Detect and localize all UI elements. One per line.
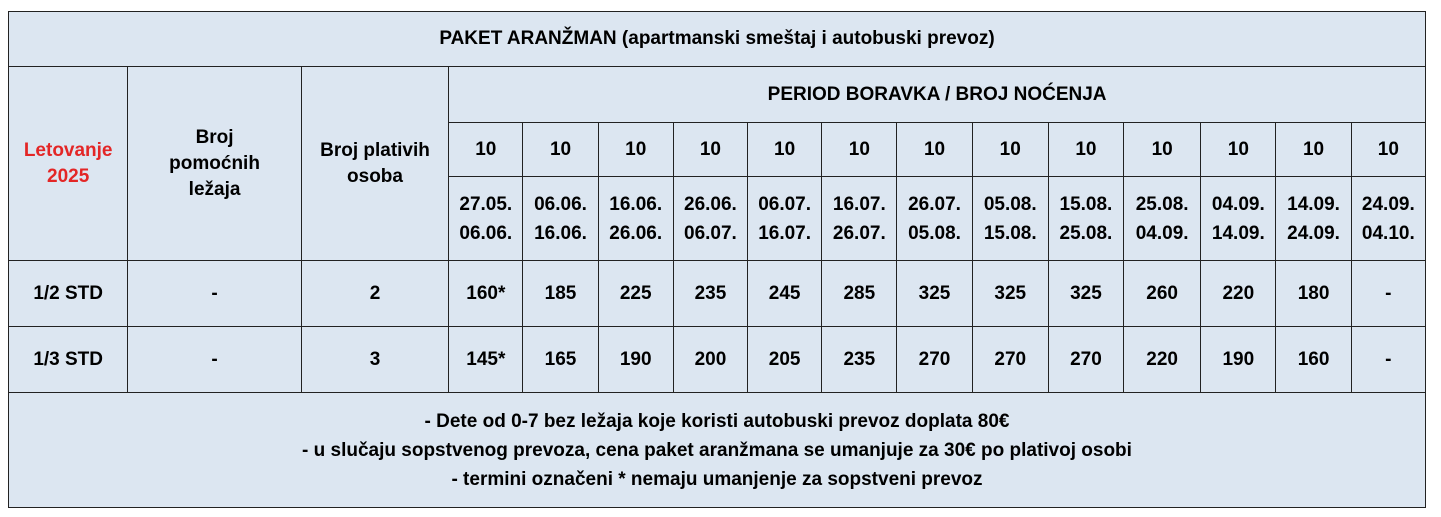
- price-cell: 145*: [449, 327, 523, 393]
- date-range-cell: [1201, 177, 1276, 261]
- season-label: [9, 67, 128, 261]
- price-cell: 235: [673, 261, 747, 327]
- price-cell: 190: [1201, 327, 1276, 393]
- date-from: 15.08.: [1059, 193, 1113, 215]
- date-range-cell: [449, 177, 523, 261]
- date-to: 15.08.: [983, 222, 1037, 244]
- nights-cell: 10: [897, 123, 972, 177]
- date-from: 27.05.: [459, 193, 513, 215]
- price-cell: 165: [523, 327, 598, 393]
- room-type-cell: 1/3 STD: [9, 327, 128, 393]
- extra-beds-cell: -: [128, 327, 301, 393]
- date-from: 14.09.: [1287, 193, 1340, 215]
- date-range-cell: [822, 177, 897, 261]
- table-row: [9, 327, 1426, 393]
- price-cell: 325: [897, 261, 972, 327]
- date-range-cell: [748, 177, 822, 261]
- date-range-cell: [598, 177, 673, 261]
- nights-cell: 10: [1048, 123, 1123, 177]
- date-range-cell: [897, 177, 972, 261]
- nights-cell: 10: [673, 123, 747, 177]
- date-to: 06.06.: [459, 222, 513, 244]
- date-range-cell: [972, 177, 1048, 261]
- nights-cell: 10: [1201, 123, 1276, 177]
- date-range-cell: [1124, 177, 1201, 261]
- price-cell: 270: [897, 327, 972, 393]
- nights-cell: 10: [1276, 123, 1351, 177]
- nights-cell: 10: [822, 123, 897, 177]
- nights-cell: 10: [972, 123, 1048, 177]
- price-cell: 285: [822, 261, 897, 327]
- date-from: 25.08.: [1135, 193, 1189, 215]
- nights-cell: 10: [748, 123, 822, 177]
- date-to: 16.07.: [758, 222, 812, 244]
- date-to: 04.10.: [1361, 222, 1415, 244]
- price-cell: 235: [822, 327, 897, 393]
- date-from: 06.06.: [534, 193, 587, 215]
- date-from: 24.09.: [1361, 193, 1415, 215]
- date-to: 26.07.: [832, 222, 886, 244]
- date-from: 16.06.: [609, 193, 663, 215]
- date-from: 05.08.: [983, 193, 1037, 215]
- price-cell: 325: [972, 261, 1048, 327]
- table-title: PAKET ARANŽMAN (apartmanski smeštaj i autobuski prevoz): [9, 12, 1426, 67]
- date-to: 06.07.: [684, 222, 737, 244]
- date-range-cell: [1276, 177, 1351, 261]
- date-to: 16.06.: [534, 222, 587, 244]
- price-cell: 325: [1048, 261, 1123, 327]
- room-type-cell: 1/2 STD: [9, 261, 128, 327]
- season-label-line1: Letovanje: [23, 139, 113, 161]
- date-range-cell: [1048, 177, 1123, 261]
- table-row: [9, 261, 1426, 327]
- date-from: 04.09.: [1211, 193, 1265, 215]
- extra-beds-header: Broj pomoćnih ležaja: [128, 67, 301, 261]
- date-to: 26.06.: [609, 222, 663, 244]
- notes-row: [9, 393, 1426, 508]
- price-cell: 245: [748, 261, 822, 327]
- date-to: 25.08.: [1059, 222, 1113, 244]
- price-cell: 225: [598, 261, 673, 327]
- date-from: 06.07.: [758, 193, 812, 215]
- note-line: - termini označeni * nemaju umanjenje za sopstveni prevoz: [451, 468, 983, 490]
- price-cell: 180: [1276, 261, 1351, 327]
- period-header-row: [9, 67, 1426, 123]
- nights-cell: 10: [449, 123, 523, 177]
- date-range-cell: [523, 177, 598, 261]
- notes-cell: [9, 393, 1426, 508]
- date-to: 14.09.: [1211, 222, 1265, 244]
- price-cell: 190: [598, 327, 673, 393]
- season-label-line2: 2025: [47, 165, 90, 187]
- date-range-cell: [673, 177, 747, 261]
- date-range-cell: [1351, 177, 1425, 261]
- price-cell: 260: [1124, 261, 1201, 327]
- price-table: [8, 11, 1426, 508]
- date-from: 16.07.: [832, 193, 886, 215]
- price-cell: 205: [748, 327, 822, 393]
- paying-persons-header: Broj plativih osoba: [301, 67, 448, 261]
- price-cell: -: [1351, 327, 1425, 393]
- price-cell: 270: [1048, 327, 1123, 393]
- paying-persons-cell: 2: [301, 261, 448, 327]
- date-to: 04.09.: [1135, 222, 1189, 244]
- date-to: 05.08.: [908, 222, 961, 244]
- price-cell: -: [1351, 261, 1425, 327]
- price-cell: 185: [523, 261, 598, 327]
- period-header: PERIOD BORAVKA / BROJ NOĆENJA: [449, 67, 1426, 123]
- title-row: [9, 12, 1426, 67]
- nights-cell: 10: [1124, 123, 1201, 177]
- price-cell: 160*: [449, 261, 523, 327]
- note-line: - u slučaju sopstvenog prevoza, cena paket aranžmana se umanjuje za 30€ po plativoj osobi: [302, 439, 1132, 461]
- nights-cell: 10: [598, 123, 673, 177]
- paying-persons-cell: 3: [301, 327, 448, 393]
- note-line: - Dete od 0-7 bez ležaja koje koristi autobuski prevoz doplata 80€: [424, 410, 1010, 432]
- nights-cell: 10: [1351, 123, 1425, 177]
- price-cell: 220: [1124, 327, 1201, 393]
- price-cell: 270: [972, 327, 1048, 393]
- date-from: 26.07.: [908, 193, 961, 215]
- price-cell: 220: [1201, 261, 1276, 327]
- price-cell: 200: [673, 327, 747, 393]
- price-cell: 160: [1276, 327, 1351, 393]
- date-to: 24.09.: [1287, 222, 1340, 244]
- extra-beds-cell: -: [128, 261, 301, 327]
- nights-cell: 10: [523, 123, 598, 177]
- date-from: 26.06.: [684, 193, 737, 215]
